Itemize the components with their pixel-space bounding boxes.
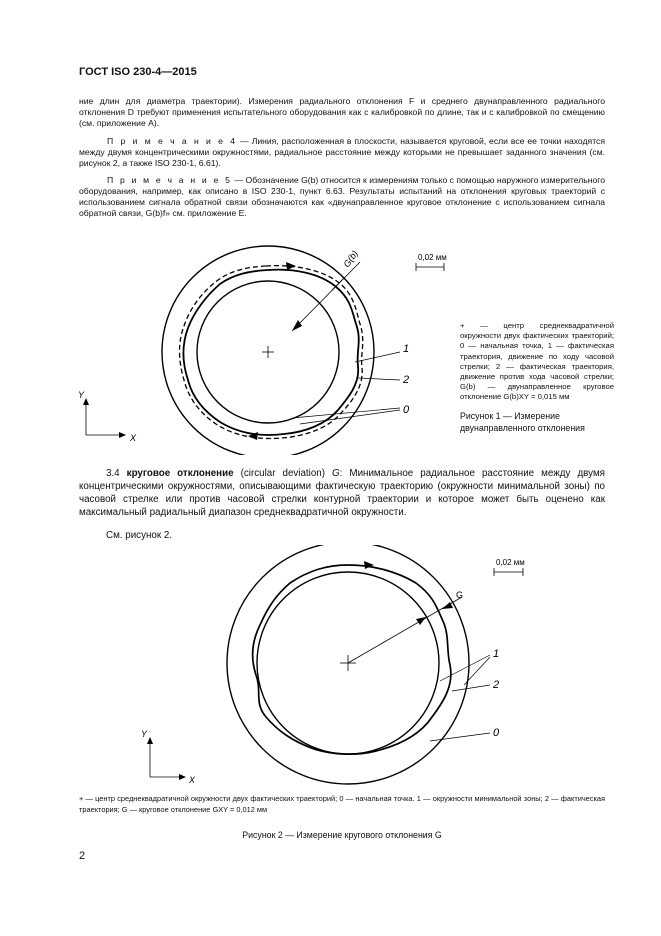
- fig2-scale-label: 0,02 мм: [496, 558, 525, 567]
- fig2-callout-2: [452, 685, 490, 691]
- fig2-callout-1b: [464, 657, 490, 685]
- fig1-x-arrow: [119, 432, 126, 438]
- fig1-legend: + — центр среднеквадратичной окружности двух фактических траекторий; 0 — начальная точка, 1 — фактическая траектория, движение по ходу часовой стрелки; 2 — фактическая траектория, движение против хода часовой стрелки; G(b) — двунаправленное круговое отклонение G(b)XY = 0,015 мм: [460, 321, 614, 402]
- fig1-arrow-1: [286, 262, 296, 270]
- note-4-label: П р и м е ч а н и е 4: [107, 136, 238, 146]
- fig2-x-label: X: [189, 775, 196, 785]
- fig2-callout-0: [430, 733, 490, 741]
- figure-1-drawing: [70, 240, 460, 455]
- note-5: [79, 175, 605, 219]
- fig1-number-2: 2: [403, 374, 410, 386]
- note-4: [79, 136, 605, 169]
- fig2-g-label: G: [456, 590, 464, 600]
- fig1-gb-arrow-in: [292, 320, 302, 331]
- fig1-x-label: X: [130, 433, 137, 443]
- note-5-text: — Обозначение G(b) относится к измерениям только с помощью наружного измерительного оборудования, например, как описано в ISO 230-1, пункт 6.63. Результаты испытаний на отклонения круговых траекторий с использованием сигнала обратной связи обозначаются как «двунаправленное круговое отклонение с использованием сигнала обратной связи, G(b)f» см. приложение Е.: [79, 175, 605, 218]
- note-4-text: — Линия, расположенная в плоскости, называется круговой, если все ее точки находятся между двумя концентрическими окружностями, радиальное расстояние между которыми не превышает заданного значения (см. рисунок 2, а также ISO 230-1, 6.61).: [79, 136, 605, 168]
- fig2-x-arrow: [179, 774, 186, 780]
- fig2-g-arrow-in: [416, 617, 426, 625]
- fig1-callout-0a: [292, 408, 400, 418]
- term-3-4: [79, 467, 605, 519]
- term-number: 3.4: [106, 468, 120, 479]
- fig1-callout-2: [358, 378, 400, 380]
- fig2-number-0: 0: [493, 727, 500, 739]
- fig2-number-2: 2: [493, 679, 500, 691]
- fig1-number-0: 0: [403, 404, 410, 416]
- term-name: круговое отклонение: [126, 468, 234, 479]
- document-header: ГОСТ ISO 230-4—2015: [79, 66, 197, 78]
- term-see-figure: См. рисунок 2.: [106, 530, 173, 541]
- fig1-scale-label: 0,02 мм: [418, 253, 447, 262]
- note-5-label: П р и м е ч а н и е 5: [107, 175, 233, 185]
- fig1-number-1: 1: [403, 343, 410, 355]
- term-english: (circular deviation): [240, 468, 325, 479]
- figure-2-drawing: [120, 545, 540, 790]
- page-number: 2: [79, 850, 86, 862]
- continuation-paragraph: ние длин для диаметра траектории). Измерения радиального отклонения F и среднего двунаправленного радиального отклонения D требуют применения испытательного оборудования как с калибровкой по длине, так и с калибровкой по смещению (см. приложение А).: [79, 96, 605, 128]
- fig1-caption: Рисунок 1 — Измерение двунаправленного отклонения: [460, 411, 585, 433]
- fig1-y-label: Y: [78, 390, 85, 400]
- fig2-y-arrow: [147, 737, 153, 744]
- fig2-number-1: 1: [493, 648, 500, 660]
- fig1-gb-label: G(b): [341, 248, 360, 270]
- term-text: : Минимальное радиальное расстояние между двумя концентрическими окружностями, описывающими фактическую траекторию (окружности минимальной зоны) по часовой стрелке или против часовой стрелки контурной траектории и которое может быть оценено как максимальный радиальный диапазон среднеквадратичной окружности.: [79, 468, 605, 518]
- fig1-callout-0b: [300, 410, 400, 424]
- fig2-legend: + — центр среднеквадратичной окружности двух фактических траекторий; 0 — начальная точка. 1 — окружности минимальной зоны; 2 — фактическая траектория; G — круговое отклонение GXY = 0,012 мм: [79, 794, 605, 814]
- term-symbol: G: [332, 468, 340, 479]
- fig2-y-label: Y: [141, 729, 148, 739]
- fig2-caption: Рисунок 2 — Измерение кругового отклонения G: [242, 830, 442, 840]
- fig2-callout-1a: [440, 655, 490, 681]
